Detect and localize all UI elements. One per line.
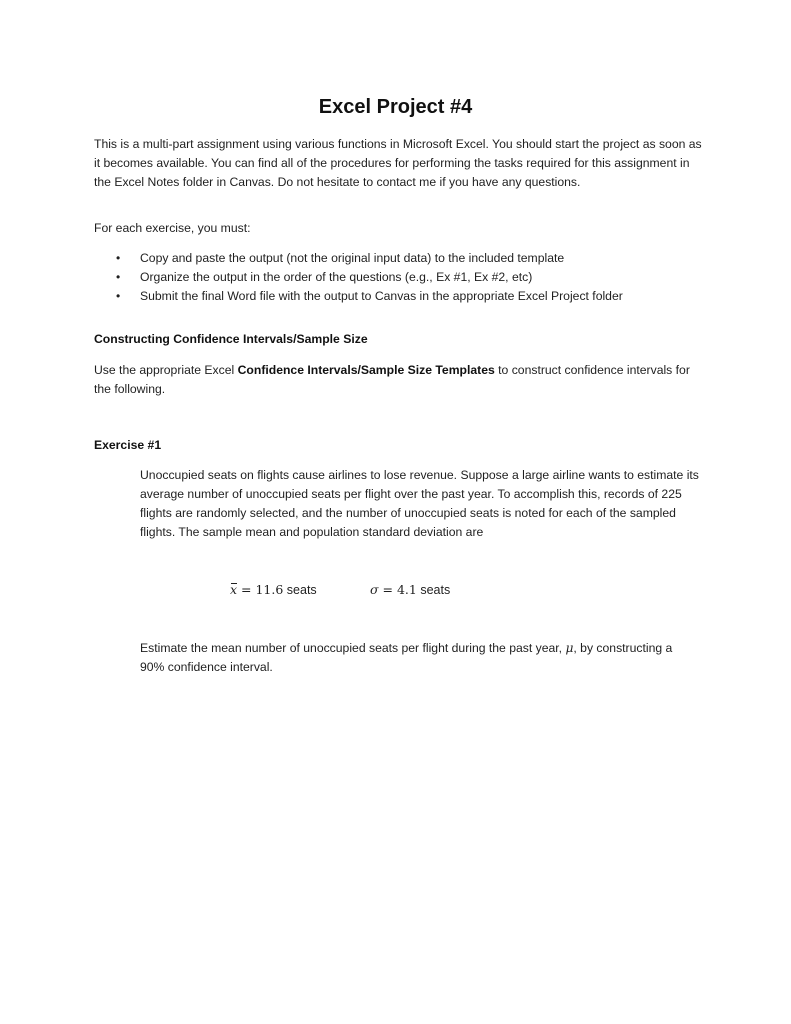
xbar-value: 11.6 — [255, 582, 284, 597]
list-item-text: Copy and paste the output (not the original input data) to the included template — [140, 251, 565, 265]
task-text-after: , by constructing a 90% confidence interval. — [140, 641, 673, 674]
list-item — [94, 249, 714, 268]
requirements-list — [94, 249, 714, 306]
for-each-instruction: For each exercise, you must: — [94, 221, 251, 235]
mu-symbol: μ — [565, 641, 574, 655]
intro-paragraph: This is a multi-part assignment using various functions in Microsoft Excel. You should start the project as soon as it becomes available. You can find all of the procedures for performing the tasks required for this assignment in the Excel Notes folder in Canvas. Do not hesitate to contact me if you have any questions. — [94, 137, 702, 189]
page-title: Excel Project #4 — [318, 96, 473, 118]
sigma-unit: seats — [416, 583, 451, 597]
section-heading: Constructing Confidence Intervals/Sample Size — [94, 332, 368, 346]
exercise-heading: Exercise #1 — [94, 438, 162, 452]
sigma-symbol: σ — [370, 582, 379, 597]
sample-mean-formula — [230, 582, 317, 597]
bullet-icon: • — [116, 270, 121, 284]
sigma-value: 4.1 — [396, 582, 417, 597]
exercise-task — [140, 639, 700, 677]
list-item — [94, 287, 714, 306]
xbar-unit: seats — [283, 583, 317, 597]
template-instruction-after: to construct confidence intervals for the following. — [94, 363, 690, 396]
bullet-icon: • — [116, 251, 121, 265]
bullet-icon: • — [116, 289, 121, 303]
xbar-symbol: x — [230, 582, 238, 597]
list-item — [94, 268, 714, 287]
sigma-equals: = — [378, 582, 397, 597]
task-text-before: Estimate the mean number of unoccupied seats per flight during the past year, — [140, 641, 566, 655]
exercise-body: Unoccupied seats on flights cause airlines to lose revenue. Suppose a large airline wants to estimate its average number of unoccupied seats per flight over the past year. To accomplish this, records of 225 flights are randomly selected, and the number of unoccupied seats is noted for each of the sampled flights. The sample mean and population standard deviation are — [140, 468, 699, 539]
template-instruction — [94, 361, 704, 399]
sigma-formula — [370, 582, 450, 597]
list-item-text: Submit the final Word file with the output to Canvas in the appropriate Excel Project folder — [140, 289, 623, 303]
list-item-text: Organize the output in the order of the questions (e.g., Ex #1, Ex #2, etc) — [140, 270, 533, 284]
template-instruction-before: Use the appropriate Excel — [94, 363, 238, 377]
xbar-equals: = — [237, 582, 256, 597]
template-name: Confidence Intervals/Sample Size Templates — [237, 363, 495, 377]
